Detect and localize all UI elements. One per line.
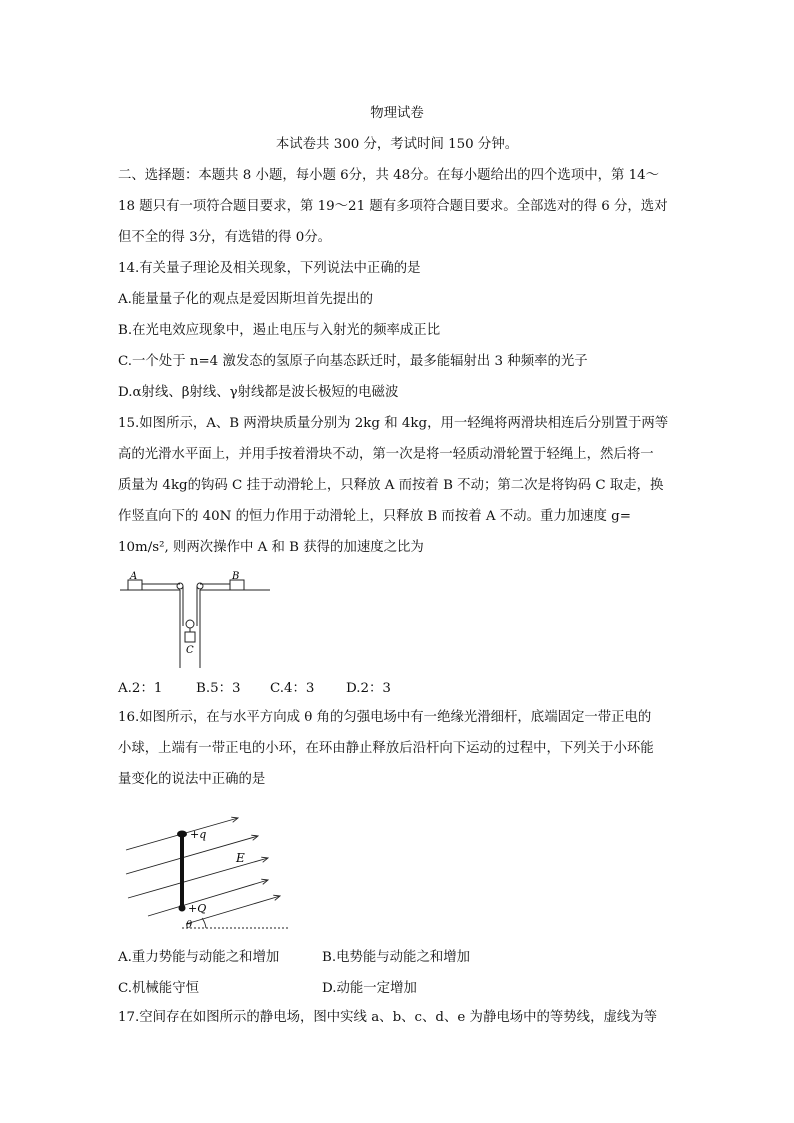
label-e: E xyxy=(236,851,245,865)
q16-stem-line-1: 16.如图所示，在与水平方向成 θ 角的匀强电场中有一绝缘光滑细杆，底端固定一带正电的 xyxy=(118,710,652,725)
q15-option-c: C.4：3 xyxy=(270,681,315,696)
q15-option-d: D.2：3 xyxy=(346,681,391,696)
page-title: 物理试卷 xyxy=(370,106,424,121)
q15-option-b: B.5：3 xyxy=(196,681,241,696)
charged-ring xyxy=(177,831,187,838)
section-instructions-line-2: 18 题只有一项符合题目要求，第 19～21 题有多项符合题目要求。全部选对的得 6 分，选对 xyxy=(118,199,668,214)
q15-stem-line-4: 作竖直向下的 40N 的恒力作用于动滑轮上，只释放 B 而按着 A 不动。重力加速度 g= xyxy=(118,509,631,524)
q15-stem-line-2: 高的光滑水平面上，并用手按着滑块不动，第一次是将一轻质动滑轮置于轻绳上，然后将一 xyxy=(118,447,654,462)
q14-stem: 14.有关量子理论及相关现象，下列说法中正确的是 xyxy=(118,261,421,276)
label-plus-q: +q xyxy=(190,828,207,841)
q14-option-d: D.α射线、β射线、γ射线都是波长极短的电磁波 xyxy=(118,385,399,400)
q15-option-a: A.2：1 xyxy=(118,681,163,696)
charged-ball xyxy=(179,905,186,912)
field-line-4 xyxy=(148,880,268,916)
q16-field-figure xyxy=(118,816,298,934)
q17-stem: 17.空间存在如图所示的静电场，图中实线 a、b、c、d、e 为静电场中的等势线，虚线为等 xyxy=(118,1010,658,1025)
q15-pulley-figure xyxy=(118,568,278,670)
q15-stem-line-5: 10m/s², 则两次操作中 A 和 B 获得的加速度之比为 xyxy=(118,540,424,555)
q16-stem-line-2: 小球，上端有一带正电的小环，在环由静止释放后沿杆向下运动的过程中，下列关于小环能 xyxy=(118,741,654,756)
q16-option-b: B.电势能与动能之和增加 xyxy=(322,950,471,965)
label-c: C xyxy=(186,645,194,656)
page-subtitle: 本试卷共 300 分，考试时间 150 分钟。 xyxy=(275,137,519,152)
q14-option-c: C.一个处于 n=4 激发态的氢原子向基态跃迁时，最多能辐射出 3 种频率的光子 xyxy=(118,354,588,369)
label-a: A xyxy=(130,571,138,582)
angle-arc xyxy=(202,918,206,928)
movable-pulley xyxy=(186,620,194,628)
q16-stem-line-3: 量变化的说法中正确的是 xyxy=(118,772,266,787)
label-theta: θ xyxy=(186,920,193,931)
q15-stem-line-3: 质量为 4kg的钩码 C 挂于动滑轮上，只释放 A 而按着 B 不动；第二次是将钩码 C 取走，换 xyxy=(118,478,664,493)
q16-option-d: D.动能一定增加 xyxy=(322,981,417,996)
q15-stem-line-1: 15.如图所示，A、B 两滑块质量分别为 2kg 和 4kg，用一轻绳将两滑块相连后分别置于两等 xyxy=(118,416,669,431)
field-line-3 xyxy=(128,858,268,898)
section-instructions-line-3: 但不全的得 3分，有选错的得 0分。 xyxy=(118,230,332,245)
label-b: B xyxy=(232,571,240,582)
hook-mass-c xyxy=(185,632,195,642)
q16-option-a: A.重力势能与动能之和增加 xyxy=(118,950,280,965)
label-plus-big-q: +Q xyxy=(188,902,207,915)
q14-option-b: B.在光电效应现象中，遏止电压与入射光的频率成正比 xyxy=(118,323,441,338)
q14-option-a: A.能量量子化的观点是爱因斯坦首先提出的 xyxy=(118,292,373,307)
section-instructions-line-1: 二、选择题：本题共 8 小题，每小题 6分，共 48分。在每小题给出的四个选项中，第 14～ xyxy=(118,168,660,183)
q16-option-c: C.机械能守恒 xyxy=(118,981,199,996)
